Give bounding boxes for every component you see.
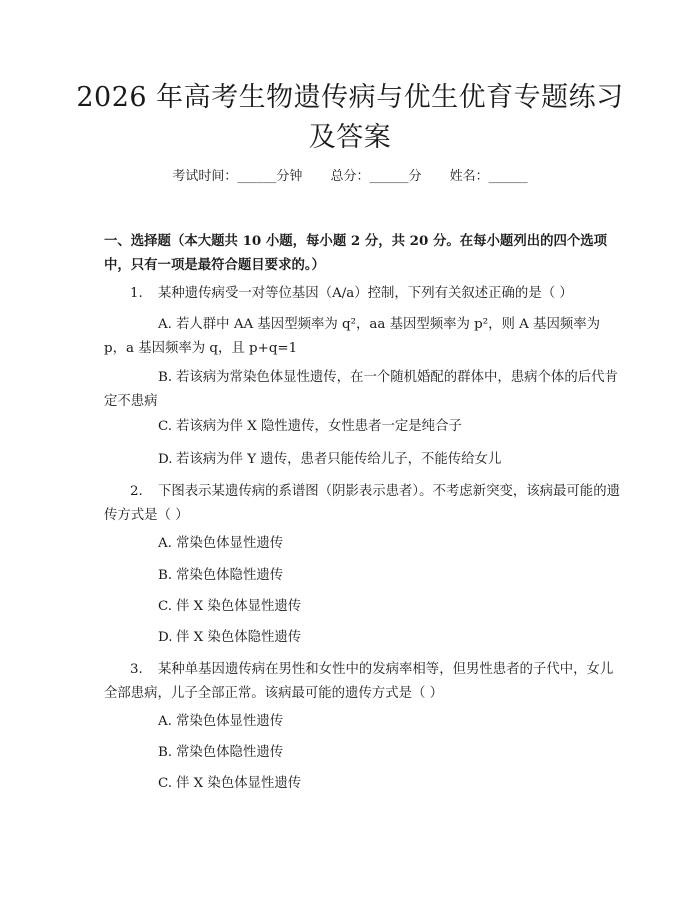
question-number: 3. — [130, 662, 143, 677]
option-label: C. — [158, 599, 173, 614]
page-title — [60, 78, 640, 158]
question-2 — [104, 480, 624, 528]
question-1-option-a — [104, 313, 624, 361]
section-heading: 一、选择题（本大题共 10 小题，每小题 2 分，共 20 分。在每小题列出的四个选项中，只有一项是最符合题目要求的。） — [104, 233, 608, 273]
question-stem: 某种单基因遗传病在男性和女性中的发病率相等，但男性患者的子代中，女儿全部患病，儿子全部正常。该病最可能的遗传方式是（ ） — [104, 662, 614, 701]
option-label: A. — [158, 714, 172, 729]
question-2-option-a — [104, 532, 624, 556]
exam-time-field: 考试时间：______分钟 — [172, 169, 303, 184]
total-score-field: 总分：______分 — [330, 169, 422, 184]
option-text: 若该病为伴 Y 遗传，患者只能传给儿子，不能传给女儿 — [176, 452, 502, 467]
question-stem: 下图表示某遗传病的系谱图（阴影表示患者）。不考虑新突变，该病最可能的遗传方式是（ ） — [104, 484, 620, 523]
title-line-2: 及答案 — [308, 122, 392, 153]
option-text: 常染色体隐性遗传 — [176, 745, 284, 760]
option-text: 若该病为伴 X 隐性遗传，女性患者一定是纯合子 — [176, 419, 462, 434]
option-label: B. — [158, 745, 173, 760]
option-label: C. — [158, 776, 173, 791]
option-text: 伴 X 染色体显性遗传 — [176, 599, 302, 614]
option-label: B. — [158, 370, 173, 385]
option-label: A. — [158, 536, 172, 551]
option-text: 若人群中 AA 基因型频率为 q²，aa 基因型频率为 p²，则 A 基因频率为 p，a 基因频率为 q，且 p+q=1 — [104, 317, 601, 356]
option-text: 伴 X 染色体隐性遗传 — [176, 630, 302, 645]
option-label: D. — [158, 630, 173, 645]
option-label: C. — [158, 419, 173, 434]
question-1 — [104, 282, 624, 306]
question-1-option-b — [104, 366, 624, 414]
option-text: 若该病为常染色体显性遗传，在一个随机婚配的群体中，患病个体的后代肯定不患病 — [104, 370, 618, 409]
question-3-option-c — [104, 772, 624, 796]
question-2-option-b — [104, 564, 624, 588]
question-2-option-d — [104, 626, 624, 650]
option-label: A. — [158, 317, 172, 332]
student-name-field: 姓名：______ — [449, 169, 528, 184]
question-2-option-c — [104, 595, 624, 619]
exam-meta — [0, 168, 700, 186]
option-label: D. — [158, 452, 173, 467]
question-3 — [104, 658, 624, 706]
question-stem: 某种遗传病受一对等位基因（A/a）控制，下列有关叙述正确的是（ ） — [158, 286, 573, 301]
option-text: 伴 X 染色体显性遗传 — [176, 776, 302, 791]
option-text: 常染色体显性遗传 — [176, 714, 284, 729]
question-number: 1. — [130, 286, 143, 301]
option-text: 常染色体隐性遗传 — [176, 568, 284, 583]
question-number: 2. — [130, 484, 143, 499]
question-1-option-c — [104, 415, 624, 439]
option-label: B. — [158, 568, 173, 583]
question-3-option-a — [104, 710, 624, 734]
question-3-option-b — [104, 741, 624, 765]
question-1-option-d — [104, 448, 624, 472]
title-line-1: 2026 年高考生物遗传病与优生优育专题练习 — [76, 82, 624, 113]
option-text: 常染色体显性遗传 — [176, 536, 284, 551]
